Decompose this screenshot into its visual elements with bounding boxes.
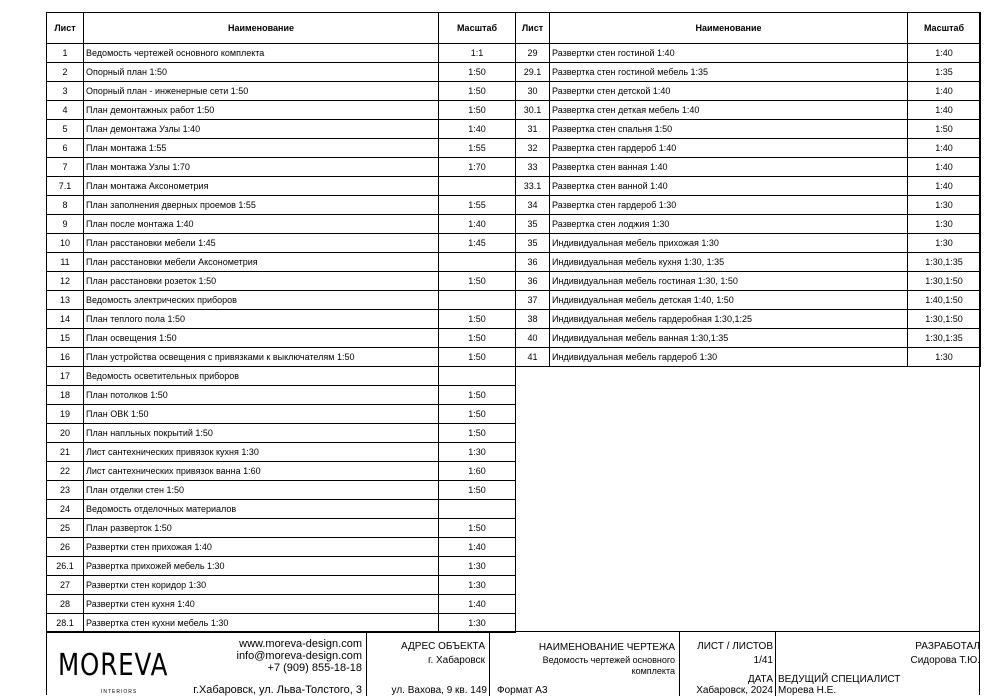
scale-cell: 1:45 (439, 234, 516, 253)
drawing-name-cell: План освещения 1:50 (84, 329, 439, 348)
scale-cell: 1:50 (439, 405, 516, 424)
scale-cell: 1:30 (908, 196, 981, 215)
drawing-name-cell: Развертка стен деткая мебель 1:40 (550, 101, 908, 120)
scale-cell: 1:30,1:35 (908, 253, 981, 272)
header-name: Наименование (84, 13, 439, 44)
drawing-name-cell: Развертки стен коридор 1:30 (84, 576, 439, 595)
scale-cell: 1:40 (908, 82, 981, 101)
scale-cell (439, 253, 516, 272)
drawing-name-cell: План монтажа 1:55 (84, 139, 439, 158)
table-row (516, 158, 981, 177)
sheet-number-cell: 27 (47, 576, 84, 595)
scale-cell: 1:50 (439, 101, 516, 120)
object-street: ул. Вахова, 9 кв. 149 (391, 685, 487, 696)
drawing-name-cell: Лист сантехнических привязок ванна 1:60 (84, 462, 439, 481)
date-value: Хабаровск, 2024 (696, 685, 773, 696)
sheet-value: 1/41 (753, 655, 773, 666)
table-row (47, 44, 516, 63)
table-row (47, 120, 516, 139)
scale-cell: 1:40 (439, 215, 516, 234)
drawing-name-cell: Ведомость чертежей основного комплекта (84, 44, 439, 63)
table-row (516, 196, 981, 215)
sheet-number-cell: 24 (47, 500, 84, 519)
scale-cell: 1:30,1:50 (908, 310, 981, 329)
drawing-name-cell: Развертка стен гостиной мебель 1:35 (550, 63, 908, 82)
drawing-name-cell: План расстановки мебели Аксонометрия (84, 253, 439, 272)
table-row (47, 158, 516, 177)
sheet-number-cell: 18 (47, 386, 84, 405)
scale-cell: 1:40 (908, 177, 981, 196)
studio-address: г.Хабаровск, ул. Льва-Толстого, 3 (193, 684, 362, 696)
drawing-name-line1: Ведомость чертежей основного (542, 655, 675, 665)
drawings-table-left (46, 12, 516, 633)
scale-cell: 1:50 (439, 82, 516, 101)
drawing-name-cell: Развертки стен прихожая 1:40 (84, 538, 439, 557)
scale-cell: 1:55 (439, 196, 516, 215)
scale-cell: 1:30 (439, 557, 516, 576)
scale-cell: 1:30,1:35 (908, 329, 981, 348)
drawing-name-label: НАИМЕНОВАНИЕ ЧЕРТЕЖА (538, 642, 675, 653)
header-name: Наименование (550, 13, 908, 44)
table-row (516, 44, 981, 63)
drawing-name-block (489, 632, 679, 696)
sheet-number-cell: 5 (47, 120, 84, 139)
scale-cell: 1:30,1:50 (908, 272, 981, 291)
drawing-name-cell: Развертка прихожей мебель 1:30 (84, 557, 439, 576)
sheet-number-cell: 22 (47, 462, 84, 481)
scale-cell: 1:60 (439, 462, 516, 481)
scale-cell: 1:55 (439, 139, 516, 158)
sheet-number-cell: 14 (47, 310, 84, 329)
table-row (516, 139, 981, 158)
drawing-name-cell: Лист сантехнических привязок кухня 1:30 (84, 443, 439, 462)
sheet-number-cell: 12 (47, 272, 84, 291)
sheet-number-cell: 13 (47, 291, 84, 310)
drawing-name-cell: Ведомость отделочных материалов (84, 500, 439, 519)
scale-cell: 1:50 (439, 310, 516, 329)
studio-website[interactable]: www.moreva-design.com (239, 638, 362, 650)
table-row (47, 101, 516, 120)
sheet-number-cell: 41 (516, 348, 550, 367)
drawing-name-cell: Развертка стен гардероб 1:30 (550, 196, 908, 215)
scale-cell: 1:30 (908, 215, 981, 234)
drawing-name-cell: Индивидуальная мебель кухня 1:30, 1:35 (550, 253, 908, 272)
drawing-name-cell: Опорный план 1:50 (84, 63, 439, 82)
sheet-number-cell: 33 (516, 158, 550, 177)
object-address-block (366, 632, 489, 696)
sheet-number-cell: 38 (516, 310, 550, 329)
table-row (47, 139, 516, 158)
drawing-name-cell: Развертка стен гардероб 1:40 (550, 139, 908, 158)
sheet-number-cell: 30 (516, 82, 550, 101)
table-row (47, 443, 516, 462)
drawings-table-right (515, 12, 981, 367)
scale-cell: 1:30 (908, 348, 981, 367)
table-header-row (47, 13, 516, 44)
drawing-name-cell: План устройства освещения с привязками к выключателям 1:50 (84, 348, 439, 367)
drawing-name-cell: План монтажа Аксонометрия (84, 177, 439, 196)
scale-cell: 1:50 (439, 481, 516, 500)
table-row (47, 462, 516, 481)
drawing-name-cell: План отделки стен 1:50 (84, 481, 439, 500)
table-row (47, 215, 516, 234)
drawing-name-cell: Развертки стен кухня 1:40 (84, 595, 439, 614)
scale-cell: 1:40 (439, 595, 516, 614)
table-row (516, 310, 981, 329)
drawing-name-cell: План напльных покрытий 1:50 (84, 424, 439, 443)
table-row (47, 614, 516, 633)
scale-cell: 1:40 (908, 101, 981, 120)
table-row (47, 538, 516, 557)
drawing-name-line2: комплекта (631, 666, 675, 676)
table-row (516, 101, 981, 120)
sheet-number-cell: 40 (516, 329, 550, 348)
sheet-number-cell: 34 (516, 196, 550, 215)
table-row (47, 576, 516, 595)
scale-cell: 1:30 (439, 576, 516, 595)
drawing-name-cell: Индивидуальная мебель гардеробная 1:30,1:25 (550, 310, 908, 329)
scale-cell: 1:35 (908, 63, 981, 82)
table-row (47, 519, 516, 538)
drawing-name-cell: План разверток 1:50 (84, 519, 439, 538)
table-row (47, 291, 516, 310)
scale-cell: 1:40,1:50 (908, 291, 981, 310)
object-city: г. Хабаровск (428, 655, 485, 666)
table-row (516, 329, 981, 348)
scale-cell: 1:50 (439, 424, 516, 443)
scale-cell (439, 500, 516, 519)
table-row (516, 272, 981, 291)
scale-cell: 1:40 (908, 158, 981, 177)
drawing-name-cell: План расстановки розеток 1:50 (84, 272, 439, 291)
header-sheet: Лист (516, 13, 550, 44)
sheet-number-cell: 29 (516, 44, 550, 63)
scale-cell: 1:50 (439, 386, 516, 405)
sheet-number-cell: 19 (47, 405, 84, 424)
drawing-name-cell: План теплого пола 1:50 (84, 310, 439, 329)
table-row (47, 329, 516, 348)
drawing-name-cell: План расстановки мебели 1:45 (84, 234, 439, 253)
scale-cell (439, 367, 516, 386)
scale-cell: 1:40 (439, 538, 516, 557)
studio-logo: MOREVA (58, 648, 169, 683)
sheet-number-cell: 26 (47, 538, 84, 557)
sheet-number-cell: 29.1 (516, 63, 550, 82)
developer-name: Сидорова Т.Ю. (910, 655, 980, 666)
sheet-number-cell: 37 (516, 291, 550, 310)
header-scale: Масштаб (908, 13, 981, 44)
studio-logo-sub: INTERIORS (101, 689, 138, 695)
scale-cell: 1:70 (439, 158, 516, 177)
sheet-number-cell: 28.1 (47, 614, 84, 633)
table-row (516, 215, 981, 234)
date-label: ДАТА (747, 674, 773, 685)
scale-cell: 1:30 (439, 614, 516, 633)
sheet-number-cell: 11 (47, 253, 84, 272)
sheet-number-cell: 7.1 (47, 177, 84, 196)
table-row (516, 348, 981, 367)
lead-label: ВЕДУЩИЙ СПЕЦИАЛИСТ (778, 674, 901, 685)
sheet-number-cell: 6 (47, 139, 84, 158)
drawing-name-cell: Ведомость осветительных приборов (84, 367, 439, 386)
scale-cell: 1:40 (908, 139, 981, 158)
scale-cell: 1:40 (908, 44, 981, 63)
table-row (516, 291, 981, 310)
drawing-name-cell: Развертки стен детской 1:40 (550, 82, 908, 101)
drawing-name-cell: Индивидуальная мебель гостиная 1:30, 1:50 (550, 272, 908, 291)
sheet-number-cell: 3 (47, 82, 84, 101)
scale-cell: 1:50 (439, 519, 516, 538)
table-row (47, 82, 516, 101)
title-block (46, 631, 980, 696)
drawing-name-cell: Развертки стен гостиной 1:40 (550, 44, 908, 63)
developer-label: РАЗРАБОТАЛ (915, 641, 980, 652)
scale-cell: 1:50 (908, 120, 981, 139)
drawing-name-cell: План потолков 1:50 (84, 386, 439, 405)
scale-cell: 1:30 (908, 234, 981, 253)
table-row (47, 557, 516, 576)
drawing-name-cell: Индивидуальная мебель прихожая 1:30 (550, 234, 908, 253)
sheet-number-cell: 26.1 (47, 557, 84, 576)
scale-cell: 1:50 (439, 63, 516, 82)
sheet-number-cell: 31 (516, 120, 550, 139)
table-row (47, 386, 516, 405)
drawing-name-cell: Опорный план - инженерные сети 1:50 (84, 82, 439, 101)
table-row (47, 481, 516, 500)
sheet-number-cell: 36 (516, 253, 550, 272)
header-sheet: Лист (47, 13, 84, 44)
sheet-number-cell: 17 (47, 367, 84, 386)
sheet-block (679, 632, 775, 696)
scale-cell (439, 291, 516, 310)
table-row (516, 63, 981, 82)
scale-cell: 1:50 (439, 329, 516, 348)
table-row (47, 500, 516, 519)
sheet-number-cell: 20 (47, 424, 84, 443)
drawing-name-cell: План после монтажа 1:40 (84, 215, 439, 234)
sheet-number-cell: 28 (47, 595, 84, 614)
sheet-number-cell: 2 (47, 63, 84, 82)
sheet-number-cell: 9 (47, 215, 84, 234)
drawing-name-cell: Индивидуальная мебель детская 1:40, 1:50 (550, 291, 908, 310)
lead-name: Морева Н.Е. (778, 685, 837, 696)
drawing-name-cell: План заполнения дверных проемов 1:55 (84, 196, 439, 215)
table-row (47, 424, 516, 443)
sheet-number-cell: 7 (47, 158, 84, 177)
drawing-name-cell: План монтажа Узлы 1:70 (84, 158, 439, 177)
drawing-name-cell: Развертка стен спальня 1:50 (550, 120, 908, 139)
sheet-number-cell: 33.1 (516, 177, 550, 196)
studio-block (46, 632, 366, 696)
header-scale: Масштаб (439, 13, 516, 44)
sheet-number-cell: 35 (516, 234, 550, 253)
developer-block (775, 632, 980, 696)
sheet-number-cell: 1 (47, 44, 84, 63)
drawing-name-cell: План демонтажных работ 1:50 (84, 101, 439, 120)
sheet-number-cell: 4 (47, 101, 84, 120)
sheet-number-cell: 35 (516, 215, 550, 234)
sheet-number-cell: 30.1 (516, 101, 550, 120)
table-row (47, 310, 516, 329)
sheet-number-cell: 23 (47, 481, 84, 500)
sheet-label: ЛИСТ / ЛИСТОВ (697, 641, 773, 652)
table-row (516, 177, 981, 196)
table-row (47, 196, 516, 215)
scale-cell (439, 177, 516, 196)
drawing-name-cell: План демонтажа Узлы 1:40 (84, 120, 439, 139)
drawing-name-cell: Развертка стен лоджия 1:30 (550, 215, 908, 234)
table-row (516, 253, 981, 272)
sheet-number-cell: 8 (47, 196, 84, 215)
table-row (47, 272, 516, 291)
table-row (47, 367, 516, 386)
scale-cell: 1:30 (439, 443, 516, 462)
sheet-number-cell: 16 (47, 348, 84, 367)
table-row (516, 82, 981, 101)
drawing-name-cell: Индивидуальная мебель гардероб 1:30 (550, 348, 908, 367)
table-row (516, 120, 981, 139)
sheet-number-cell: 21 (47, 443, 84, 462)
object-address-label: АДРЕС ОБЪЕКТА (401, 641, 485, 652)
sheet-number-cell: 36 (516, 272, 550, 291)
sheet-number-cell: 10 (47, 234, 84, 253)
table-row (47, 405, 516, 424)
scale-cell: 1:40 (439, 120, 516, 139)
table-header-row (516, 13, 981, 44)
sheet-number-cell: 25 (47, 519, 84, 538)
table-row (47, 595, 516, 614)
table-row (47, 63, 516, 82)
scale-cell: 1:50 (439, 348, 516, 367)
scale-cell: 1:1 (439, 44, 516, 63)
table-row (47, 253, 516, 272)
studio-email[interactable]: info@moreva-design.com (236, 650, 362, 662)
table-row (47, 348, 516, 367)
drawing-name-cell: Ведомость электрических приборов (84, 291, 439, 310)
studio-phone: +7 (909) 855-18-18 (267, 662, 362, 674)
drawing-name-cell: Развертка стен ванной 1:40 (550, 177, 908, 196)
drawing-name-cell: План ОВК 1:50 (84, 405, 439, 424)
drawing-name-cell: Развертка стен ванная 1:40 (550, 158, 908, 177)
sheet-number-cell: 15 (47, 329, 84, 348)
paper-format: Формат А3 (497, 685, 548, 696)
table-row (47, 234, 516, 253)
table-row (47, 177, 516, 196)
drawing-name-cell: Развертка стен кухни мебель 1:30 (84, 614, 439, 633)
scale-cell: 1:50 (439, 272, 516, 291)
drawing-name-cell: Индивидуальная мебель ванная 1:30,1:35 (550, 329, 908, 348)
table-row (516, 234, 981, 253)
sheet-number-cell: 32 (516, 139, 550, 158)
